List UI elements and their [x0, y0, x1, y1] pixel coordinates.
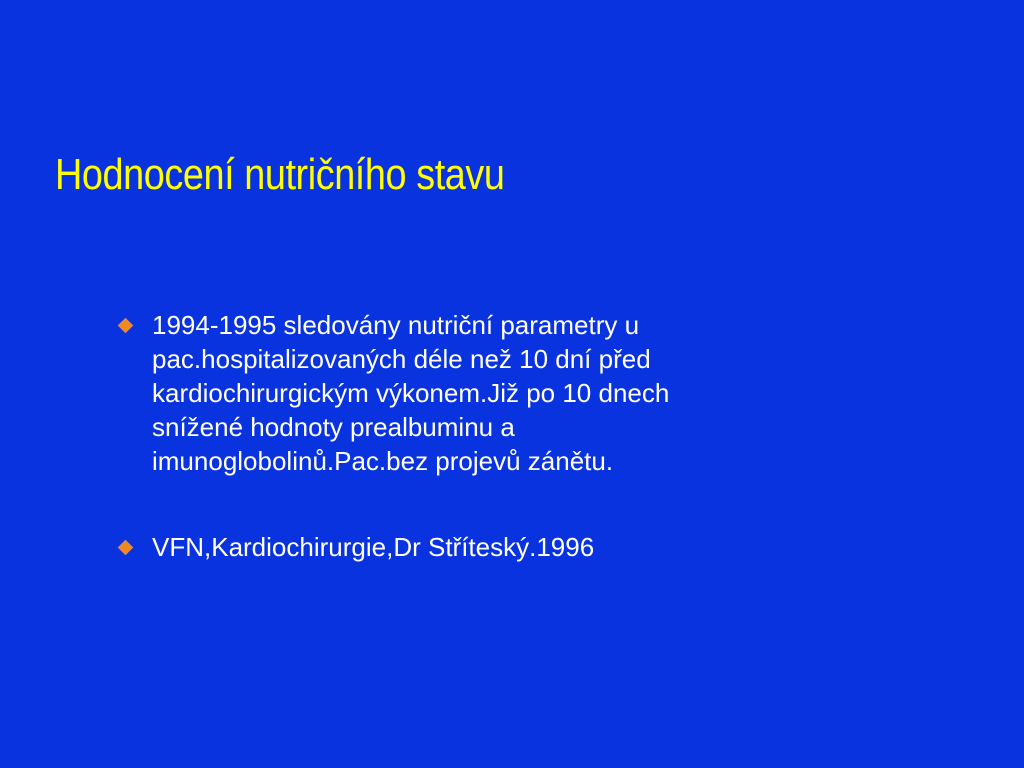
bullet-line: VFN,Kardiochirurgie,Dr Stříteský.1996 — [152, 532, 595, 562]
slide-title: Hodnocení nutričního stavu — [55, 150, 505, 199]
bullet-item-study — [118, 308, 878, 478]
bullet-item-source — [118, 530, 878, 564]
bullet-list — [118, 308, 878, 564]
bullet-line: 1994-1995 sledovány nutriční parametry u — [152, 310, 640, 340]
diamond-bullet-icon — [118, 318, 134, 334]
diamond-bullet-icon — [118, 540, 134, 556]
bullet-line: imunoglobolinů.Pac.bez projevů zánětu. — [152, 446, 614, 476]
bullet-line: pac.hospitalizovaných déle než 10 dní před — [152, 344, 651, 374]
bullet-line: kardiochirurgickým výkonem.Již po 10 dnech — [152, 378, 670, 408]
bullet-line: snížené hodnoty prealbuminu a — [152, 412, 515, 442]
